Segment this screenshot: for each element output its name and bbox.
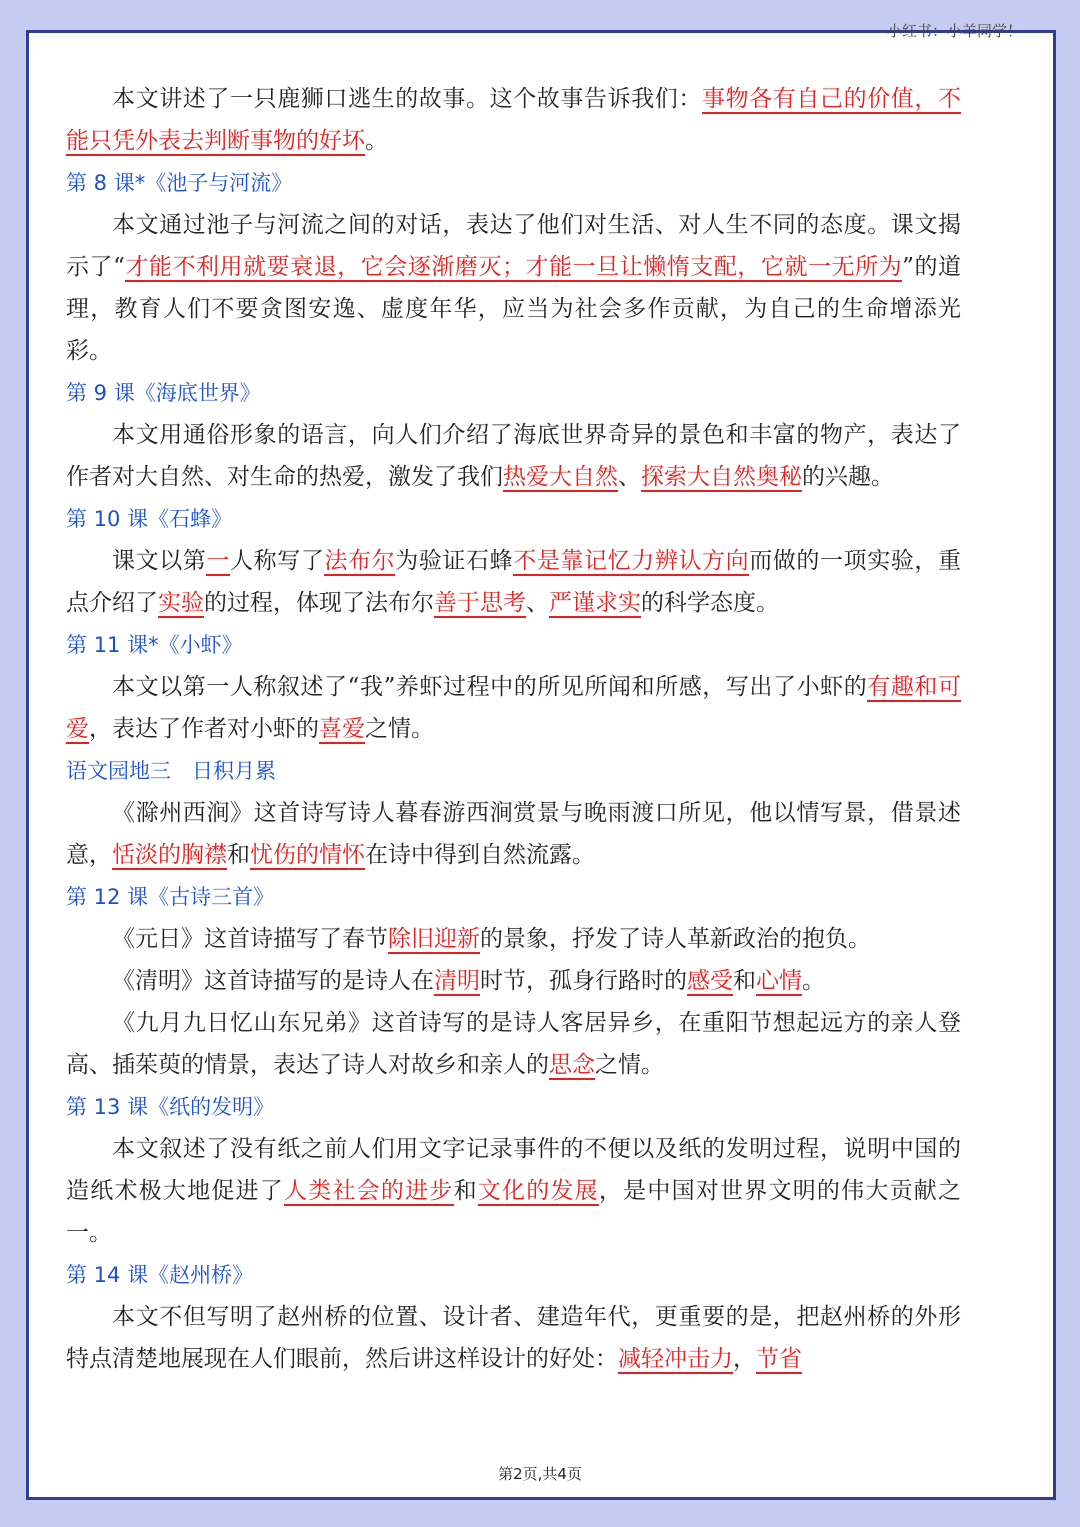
summary-paragraph — [66, 792, 961, 876]
highlighted-phrase: 法布尔 — [324, 548, 396, 574]
paragraph-text: 《九月九日忆山东兄弟》这首诗写的是诗人客居异乡，在重阳节想起远方的亲人登高、插茱萸的情景，表达了诗人对故乡和亲人的 — [66, 1010, 961, 1078]
highlighted-phrase: 思念 — [549, 1052, 595, 1078]
lesson-heading: 第 12 课《古诗三首》 — [66, 885, 275, 909]
highlighted-phrase: 喜爱 — [319, 716, 365, 742]
paragraph-text: ”的道理，教育人们不要贪图安逸、虚度年华，应当为社会多作贡献，为自己的生命增添光彩。 — [66, 254, 962, 364]
summary-paragraph — [66, 204, 961, 372]
paragraph-text: 为验证石蜂 — [395, 548, 514, 574]
summary-paragraph — [66, 960, 961, 1002]
summary-paragraph — [66, 540, 961, 624]
page-footer: 第2页,共4页 — [498, 1465, 582, 1483]
paragraph-text: 之情。 — [365, 716, 434, 742]
paragraph-text: ， — [733, 1346, 756, 1372]
paragraph-text: 本文通过池子与河流之间的对话，表达了他们对生活、对人生不同的态度。课文揭示了“ — [66, 212, 961, 280]
highlighted-phrase: 实验 — [158, 590, 204, 616]
paragraph-text: 的科学态度。 — [641, 590, 779, 616]
document-content — [66, 78, 961, 1380]
lesson-heading: 第 10 课《石蜂》 — [66, 507, 233, 531]
paragraph-text: 。 — [802, 968, 825, 994]
highlighted-phrase: 心情 — [756, 968, 802, 994]
lesson-heading: 第 13 课《纸的发明》 — [66, 1095, 275, 1119]
highlighted-phrase: 节省 — [756, 1346, 802, 1372]
paragraph-text: 和 — [227, 842, 250, 868]
paragraph-text: 的景象，抒发了诗人革新政治的抱负。 — [480, 926, 871, 952]
summary-paragraph — [66, 414, 961, 498]
paragraph-text: 和 — [453, 1178, 478, 1204]
paragraph-text: 。 — [365, 128, 388, 154]
paragraph-text: ，表达了作者对小虾的 — [89, 716, 319, 742]
highlighted-phrase: 不是靠记忆力辨认方向 — [513, 548, 750, 574]
highlighted-phrase: 有趣和可爱 — [66, 674, 961, 742]
paragraph-text: ，是中国对世界文明的伟大贡献之一。 — [66, 1178, 962, 1246]
paragraph-text: 课文以第 — [112, 548, 207, 574]
highlighted-phrase: 清明 — [434, 968, 480, 994]
paragraph-text: 、 — [618, 464, 641, 490]
paragraph-text: 的兴趣。 — [802, 464, 894, 490]
paragraph-text: 之情。 — [595, 1052, 664, 1078]
lesson-heading: 第 9 课《海底世界》 — [66, 381, 261, 405]
paragraph-text: 的过程，体现了法布尔 — [204, 590, 434, 616]
lesson-heading: 语文园地三 日积月累 — [66, 759, 276, 783]
highlighted-phrase: 感受 — [687, 968, 733, 994]
highlighted-phrase: 恬淡的胸襟 — [112, 842, 227, 868]
summary-paragraph — [66, 1128, 961, 1254]
summary-paragraph — [66, 666, 961, 750]
highlighted-phrase: 文化的发展 — [477, 1178, 599, 1204]
paragraph-text: 和 — [733, 968, 756, 994]
highlighted-phrase: 忧伤的情怀 — [250, 842, 365, 868]
highlighted-phrase: 善于思考 — [434, 590, 526, 616]
watermark: 小红书：小羊同学！ — [886, 22, 1022, 40]
paragraph-text: 《滁州西涧》这首诗写诗人暮春游西涧赏景与晚雨渡口所见，他以情写景，借景述意， — [66, 800, 961, 868]
summary-paragraph — [66, 78, 961, 162]
highlighted-phrase: 事物各有自己的价值，不能只凭外表去判断事物的好坏 — [66, 86, 962, 154]
paragraph-text: 人称写了 — [230, 548, 325, 574]
highlighted-phrase: 热爱大自然 — [503, 464, 618, 490]
highlighted-phrase: 除旧迎新 — [388, 926, 480, 952]
paragraph-text: 、 — [526, 590, 549, 616]
lesson-heading: 第 8 课*《池子与河流》 — [66, 171, 293, 195]
paragraph-text: 而做的一项实验，重点介绍了 — [66, 548, 962, 616]
highlighted-phrase: 减轻冲击力 — [618, 1346, 733, 1372]
paragraph-text: 本文不但写明了赵州桥的位置、设计者、建造年代，更重要的是，把赵州桥的外形特点清楚地展现在人们眼前，然后讲这样设计的好处： — [66, 1304, 961, 1372]
summary-paragraph — [66, 918, 961, 960]
paragraph-text: 在诗中得到自然流露。 — [365, 842, 595, 868]
highlighted-phrase: 才能不利用就要衰退，它会逐渐磨灭；才能一旦让懒惰支配，它就一无所为 — [124, 254, 903, 280]
lesson-heading: 第 14 课《赵州桥》 — [66, 1263, 254, 1287]
highlighted-phrase: 探索大自然奥秘 — [641, 464, 802, 490]
paragraph-text: 《元日》这首诗描写了春节 — [112, 926, 388, 952]
summary-paragraph — [66, 1296, 961, 1380]
paragraph-text: 本文讲述了一只鹿狮口逃生的故事。这个故事告诉我们： — [112, 86, 702, 112]
paragraph-text: 本文用通俗形象的语言，向人们介绍了海底世界奇异的景色和丰富的物产，表达了作者对大自然、对生命的热爱，激发了我们 — [66, 422, 961, 490]
highlighted-phrase: 一 — [206, 548, 231, 574]
paragraph-text: 本文以第一人称叙述了“我”养虾过程中的所见所闻和所感，写出了小虾的 — [112, 674, 868, 700]
paragraph-text: 时节，孤身行路时的 — [480, 968, 687, 994]
paragraph-text: 本文叙述了没有纸之前人们用文字记录事件的不便以及纸的发明过程，说明中国的造纸术极大地促进了 — [66, 1136, 961, 1204]
highlighted-phrase: 严谨求实 — [549, 590, 641, 616]
lesson-heading: 第 11 课*《小虾》 — [66, 633, 243, 657]
paragraph-text: 《清明》这首诗描写的是诗人在 — [112, 968, 434, 994]
highlighted-phrase: 人类社会的进步 — [284, 1178, 454, 1204]
summary-paragraph — [66, 1002, 961, 1086]
